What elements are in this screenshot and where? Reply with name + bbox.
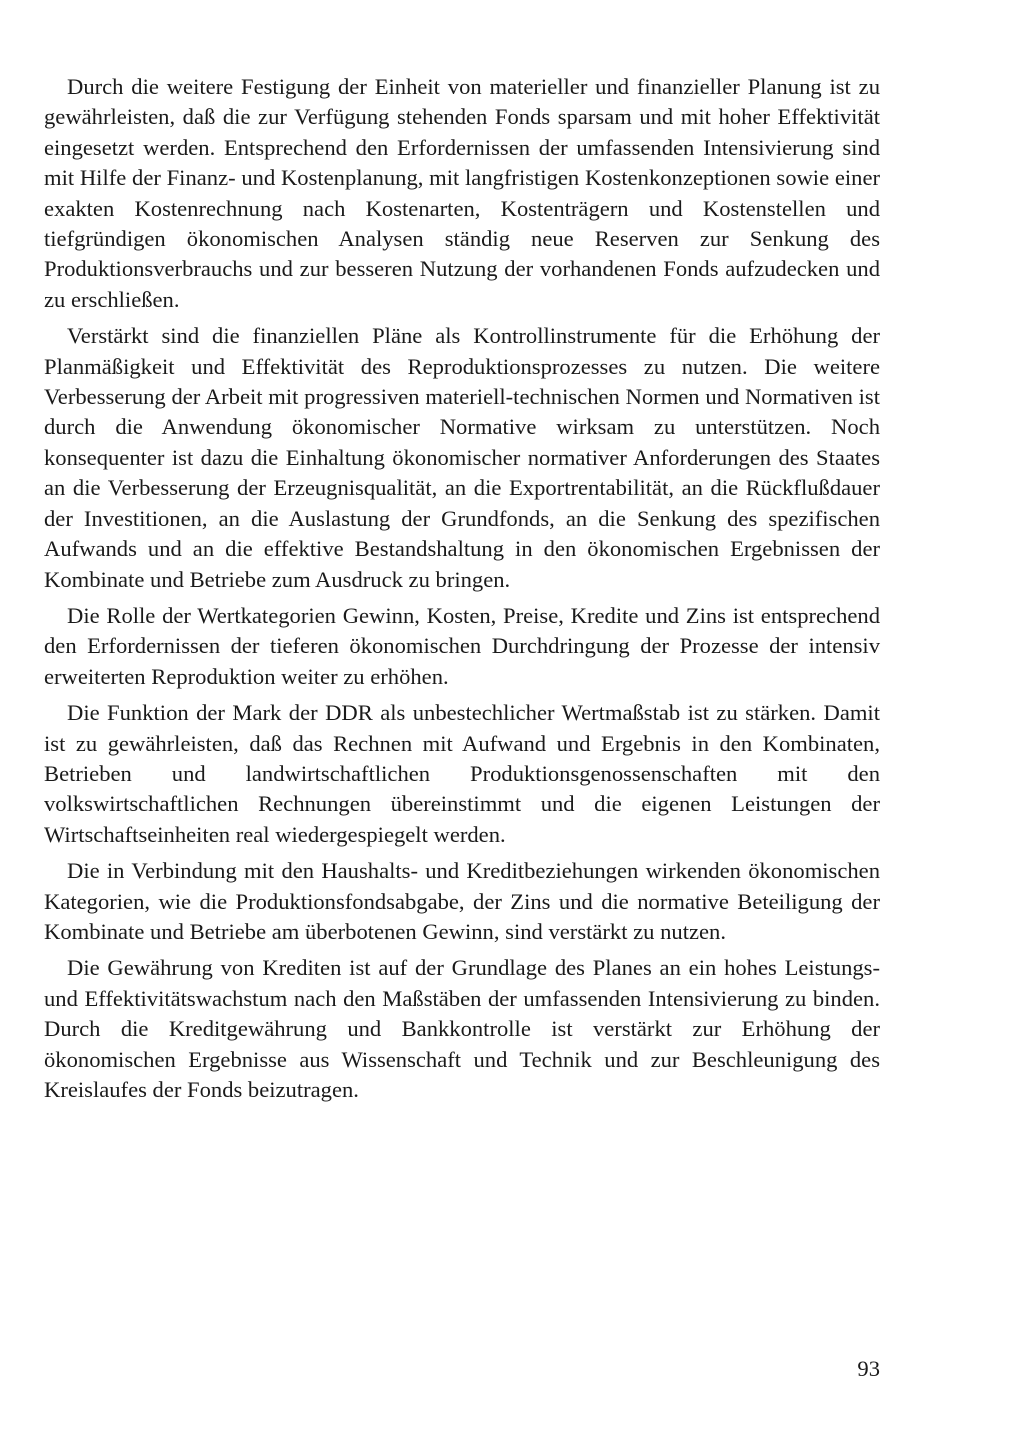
paragraph-2: Verstärkt sind die finanziellen Pläne als Kontrollinstrumente für die Erhöhung der Planmäßigkeit und Effektivität des Reproduktionsprozesses zu nutzen. Die weitere Verbesserung der Arbeit mit progressiven materiell-technischen Normen und Normativen ist durch die Anwendung ökonomischer Normative wirksam zu unterstützen. Noch konsequenter ist dazu die Einhaltung ökonomischer normativer Anforderungen des Staates an die Verbesserung der Erzeugnisqualität, an die Exportrentabilität, an die Rückflußdauer der Investitionen, an die Auslastung der Grundfonds, an die Senkung des spezifischen Aufwands und an die effektive Bestandshaltung in den ökonomischen Ergebnissen der Kombinate und Betriebe zum Ausdruck zu bringen. [44, 323, 880, 592]
paragraph-4: Die Funktion der Mark der DDR als unbestechlicher Wertmaßstab ist zu stärken. Damit ist zu gewährleisten, daß das Rechnen mit Aufwand und Ergebnis in den Kombinaten, Betrieben und landwirtschaftlichen Produktionsgenossenschaften mit den volkswirtschaftlichen Rechnungen übereinstimmt und die eigenen Leistungen der Wirtschaftseinheiten real wiedergespiegelt werden. [44, 700, 880, 847]
paragraph-3: Die Rolle der Wertkategorien Gewinn, Kosten, Preise, Kredite und Zins ist entsprechend den Erfordernissen der tieferen ökonomischen Durchdringung der Prozesse der intensiv erweiterten Reproduktion weiter zu erhöhen. [44, 602, 880, 689]
body-text [44, 72, 880, 1111]
paragraph-6: Die Gewährung von Krediten ist auf der Grundlage des Planes an ein hohes Leistungs- und Effektivitätswachstum nach den Maßstäben der umfassenden Intensivierung zu binden. Durch die Kreditgewährung und Bankkontrolle ist verstärkt zur Erhöhung der ökonomischen Ergebnisse aus Wissenschaft und Technik und zur Beschleunigung des Kreislaufes der Fonds beizutragen. [44, 955, 880, 1102]
page-number: 93 [857, 1356, 880, 1381]
paragraph-1: Durch die weitere Festigung der Einheit von materieller und finanzieller Planung ist zu gewährleisten, daß die zur Verfügung stehenden Fonds sparsam und mit hoher Effektivität eingesetzt werden. Entsprechend den Erfordernissen der umfassenden Intensivierung sind mit Hilfe der Finanz- und Kostenplanung, mit langfristigen Kostenkonzeptionen sowie einer exakten Kostenrechnung nach Kostenarten, Kostenträgern und Kostenstellen und tiefgründigen ökonomischen Analysen ständig neue Reserven zur Senkung des Produktionsverbrauchs und zur besseren Nutzung der vorhandenen Fonds aufzudecken und zu erschließen. [44, 74, 880, 312]
paragraph-5: Die in Verbindung mit den Haushalts- und Kreditbeziehungen wirkenden ökonomischen Kategorien, wie die Produktionsfondsabgabe, der Zins und die normative Beteiligung der Kombinate und Betriebe am überbotenen Gewinn, sind verstärkt zu nutzen. [44, 858, 880, 944]
